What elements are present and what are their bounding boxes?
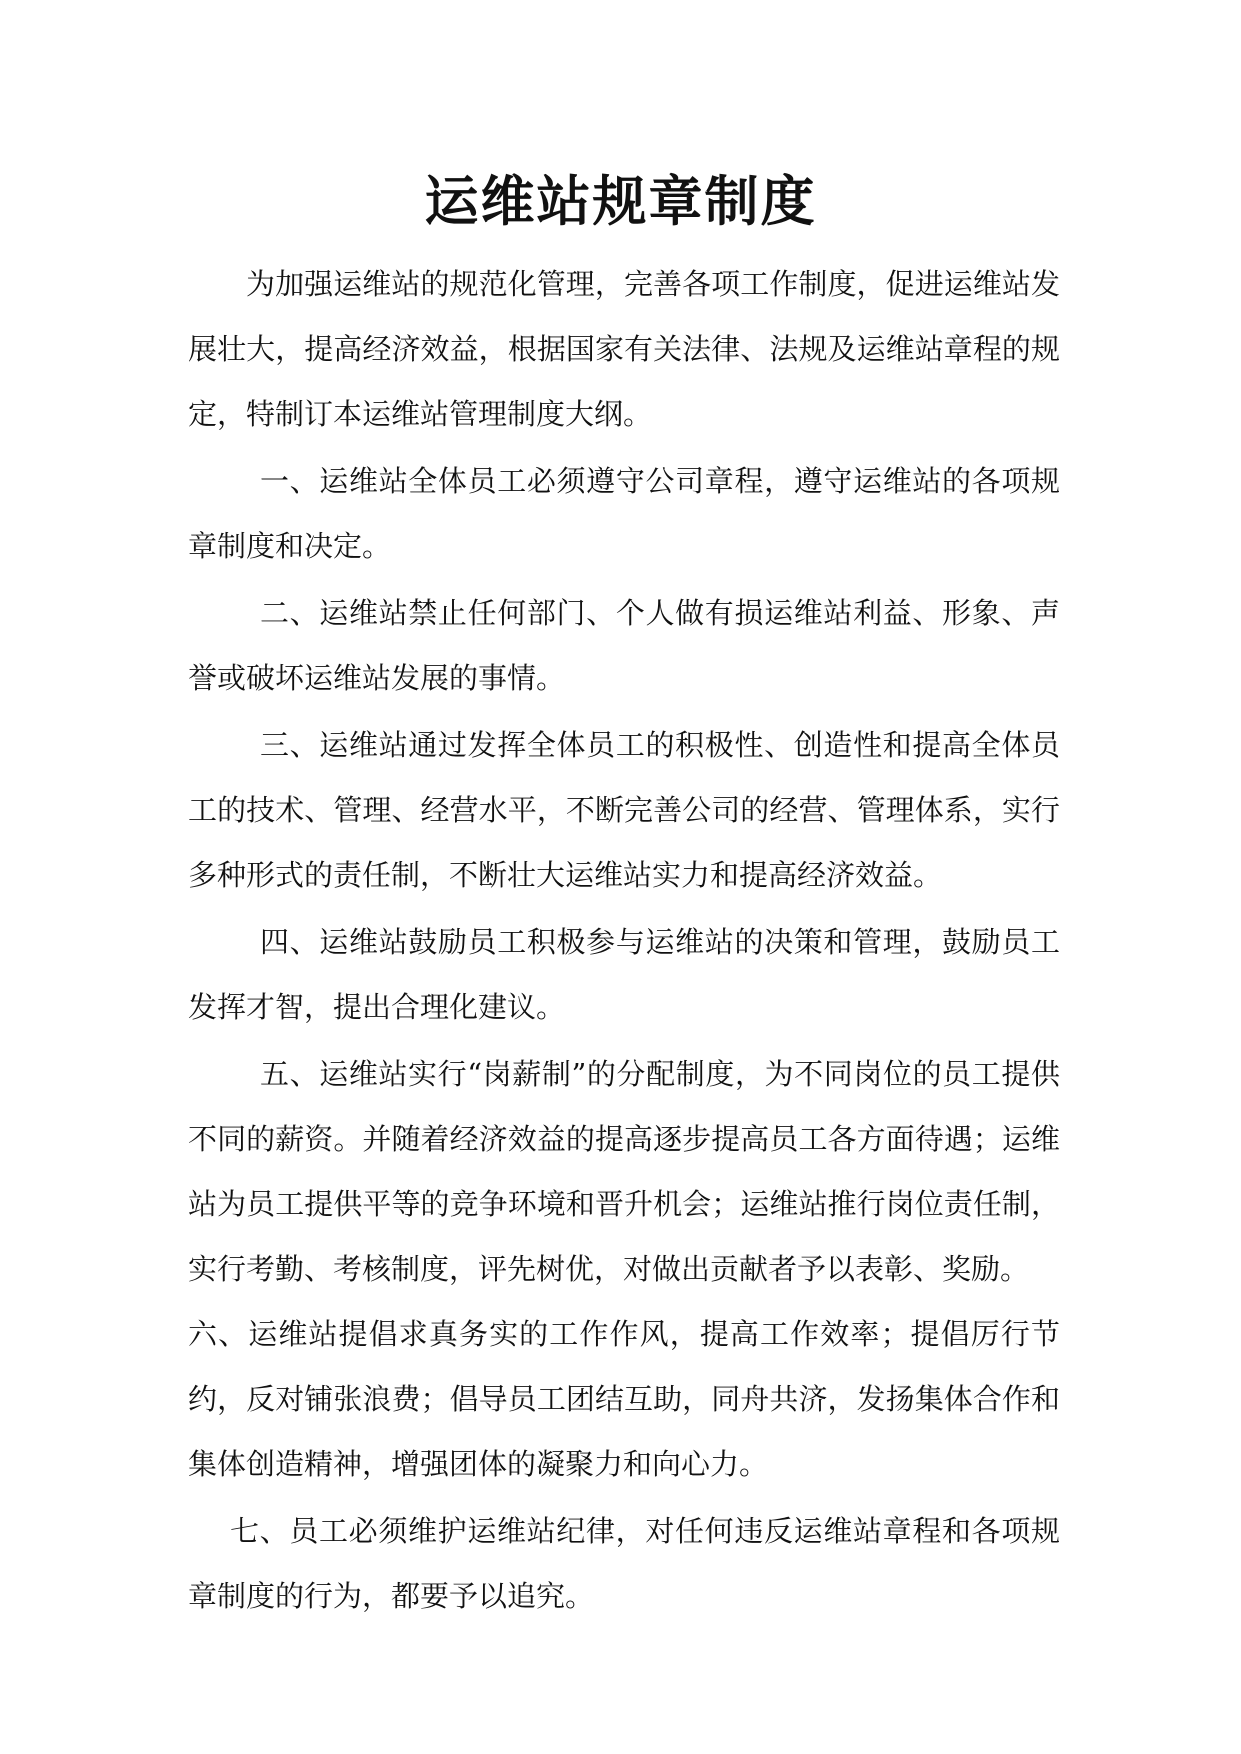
paragraph-rule-1: 一、运维站全体员工必须遵守公司章程，遵守运维站的各项规章制度和决定。 xyxy=(188,464,1060,563)
paragraph-rule-2: 二、运维站禁止任何部门、个人做有损运维站利益、形象、声誉或破坏运维站发展的事情。 xyxy=(188,596,1060,695)
paragraph-rule-3: 三、运维站通过发挥全体员工的积极性、创造性和提高全体员工的技术、管理、经营水平，不断完善公司的经营、管理体系，实行多种形式的责任制，不断壮大运维站实力和提高经济效益。 xyxy=(188,728,1060,892)
paragraph-rule-6: 六、运维站提倡求真务实的工作作风，提高工作效率；提倡厉行节约，反对铺张浪费；倡导员工团结互助，同舟共济，发扬集体合作和集体创造精神，增强团体的凝聚力和向心力。 xyxy=(188,1317,1060,1481)
document-title: 运维站规章制度 xyxy=(424,169,817,233)
paragraph-rule-4: 四、运维站鼓励员工积极参与运维站的决策和管理，鼓励员工发挥才智，提出合理化建议。 xyxy=(188,925,1060,1024)
paragraph-intro: 为加强运维站的规范化管理，完善各项工作制度，促进运维站发展壮大，提高经济效益，根据国家有关法律、法规及运维站章程的规定，特制订本运维站管理制度大纲。 xyxy=(188,267,1060,431)
paragraph-rule-7: 七、员工必须维护运维站纪律，对任何违反运维站章程和各项规章制度的行为，都要予以追究。 xyxy=(188,1514,1060,1613)
document-body xyxy=(188,252,1060,1629)
paragraph-rule-5: 五、运维站实行“岗薪制”的分配制度，为不同岗位的员工提供不同的薪资。并随着经济效益的提高逐步提高员工各方面待遇；运维站为员工提供平等的竞争环境和晋升机会；运维站推行岗位责任制，实行考勤、考核制度，评先树优，对做出贡献者予以表彰、奖励。 xyxy=(188,1057,1060,1286)
